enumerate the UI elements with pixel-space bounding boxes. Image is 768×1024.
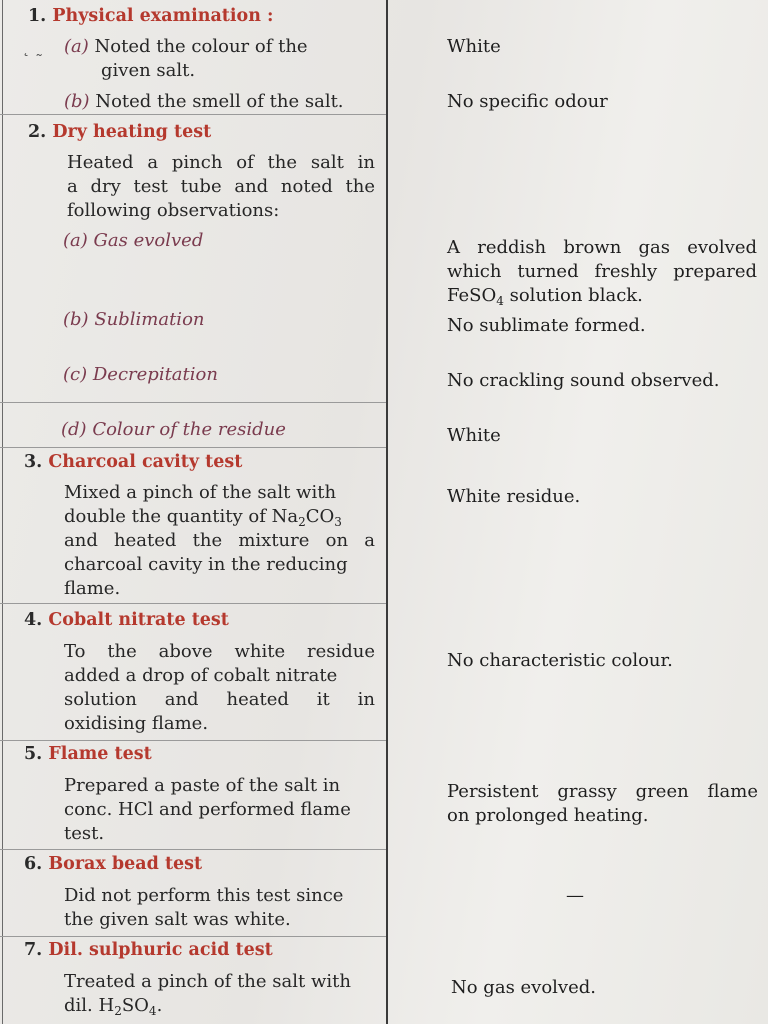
section-2d-observation: White [447,425,501,446]
section-2c-experiment: (c) Decrepitation [63,364,218,385]
section-2-intro-line3: following observations: [67,200,280,221]
section-5-experiment-line3: test. [64,823,105,844]
section-6-experiment-line2: the given salt was white. [64,909,291,930]
section-2-heading: 2. Dry heating test [28,122,212,142]
section-2a-observation-line1: A reddish brown gas evolved [447,237,757,258]
section-7-experiment-line2: dil. $H_2SO_4$. [64,995,163,1018]
section-2-intro-line2: a dry test tube and noted the [67,176,375,197]
row-divider [0,936,386,937]
section-number: 1. [28,6,47,26]
section-2a-experiment: (a) Gas evolved [63,230,204,251]
section-5-observation-line2: on prolonged heating. [447,805,649,826]
section-6-experiment-line1: Did not perform this test since [64,885,344,906]
section-3-experiment-line2: double the quantity of $Na_2CO_3$ [64,506,342,529]
section-2a-observation-line2: which turned freshly prepared [447,261,757,282]
row-divider [0,447,386,448]
section-1b-observation: No specific odour [447,91,608,112]
section-5-heading: 5. Flame test [24,744,152,764]
section-4-experiment-line4: oxidising flame. [64,713,209,734]
row-divider [0,603,386,604]
section-1a-experiment: (a) Noted the colour of the [64,36,308,57]
section-2c-observation: No crackling sound observed. [447,370,720,391]
row-divider [0,849,386,850]
column-divider [386,0,388,1024]
section-1-heading [28,4,273,28]
row-divider [0,402,386,403]
section-7-heading: 7. Dil. sulphuric acid test [24,940,273,960]
left-border [2,0,3,1024]
row-divider [0,740,386,741]
section-4-experiment-line1: To the above white residue [64,641,375,662]
section-6-observation-dash: — [566,885,584,906]
section-3-experiment-line4: charcoal cavity in the reducing [64,554,348,575]
section-5-experiment-line1: Prepared a paste of the salt in [64,775,341,796]
section-3-experiment-line5: flame. [64,578,121,599]
section-1b-experiment: (b) Noted the smell of the salt. [64,91,344,112]
section-1a-experiment-line2: given salt. [101,60,196,81]
section-2b-observation: No sublimate formed. [447,315,646,336]
section-title: Physical examination : [52,6,274,26]
section-2a-observation-line3: FeSO$_4$ solution black. [447,285,643,308]
section-3-heading: 3. Charcoal cavity test [24,452,243,472]
section-3-experiment-line1: Mixed a pinch of the salt with [64,482,337,503]
section-2d-experiment: (d) Colour of the residue [61,419,286,440]
section-4-experiment-line3: solution and heated it in [64,689,375,710]
section-1a-observation: White [447,36,501,57]
section-7-experiment-line1: Treated a pinch of the salt with [64,971,351,992]
section-5-observation-line1: Persistent grassy green flame [447,781,758,802]
section-7-observation: No gas evolved. [451,977,597,998]
section-3-observation: White residue. [447,486,581,507]
section-4-observation: No characteristic colour. [447,650,673,671]
row-divider [0,114,386,115]
section-2-intro-line1: Heated a pinch of the salt in [67,152,375,173]
section-4-heading: 4. Cobalt nitrate test [24,610,229,630]
section-4-experiment-line2: added a drop of cobalt nitrate [64,665,338,686]
section-5-experiment-line2: conc. HCl and performed flame [64,799,351,820]
pencil-tick-mark: ˛ ˷ [22,38,44,57]
section-6-heading: 6. Borax bead test [24,854,203,874]
section-3-experiment-line3: and heated the mixture on a [64,530,375,551]
section-2b-experiment: (b) Sublimation [63,309,205,330]
